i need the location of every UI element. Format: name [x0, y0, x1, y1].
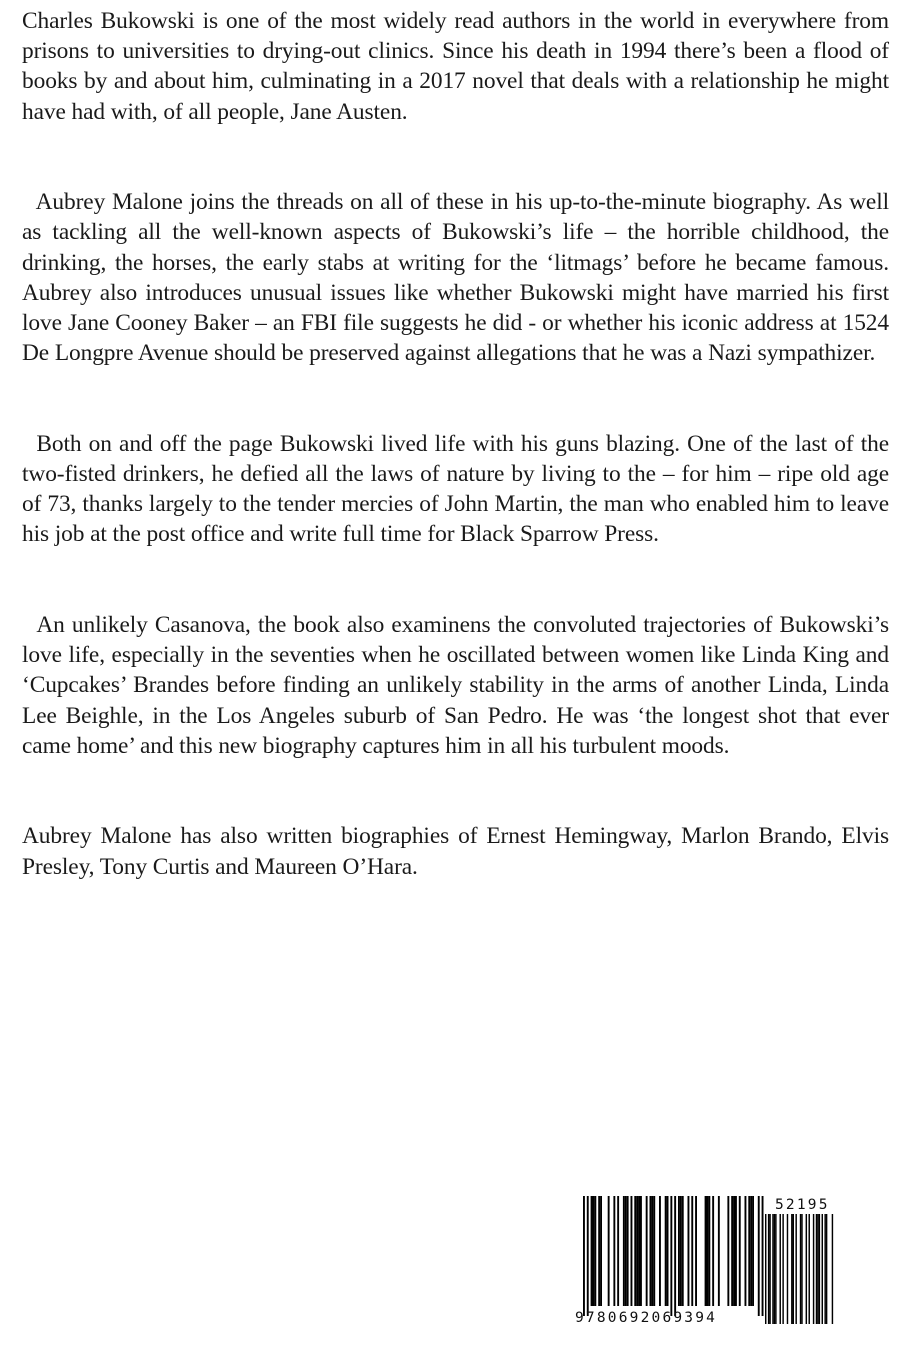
- barcode-bar: [817, 1214, 818, 1324]
- barcode-bar: [653, 1196, 655, 1306]
- barcode-bar: [774, 1214, 775, 1324]
- barcode-bar: [735, 1196, 737, 1306]
- barcode-bar: [772, 1214, 773, 1324]
- barcode-bar: [640, 1196, 642, 1306]
- barcode-bar: [733, 1196, 735, 1306]
- barcode-bar: [670, 1196, 672, 1316]
- barcode-bar: [816, 1214, 817, 1324]
- barcode-bar: [613, 1196, 615, 1306]
- barcode-bar: [745, 1196, 747, 1306]
- barcode-bar: [691, 1196, 693, 1306]
- barcode-bar: [650, 1196, 652, 1306]
- barcode-bar: [634, 1196, 636, 1306]
- barcode-bar: [651, 1196, 653, 1306]
- barcode-bar: [678, 1196, 680, 1306]
- barcode-bar: [712, 1196, 714, 1306]
- barcode-bar: [824, 1214, 825, 1324]
- addon-digits: 52195: [775, 1197, 830, 1213]
- barcode-bar: [809, 1214, 810, 1324]
- barcode-bar: [583, 1196, 585, 1316]
- barcode-bar: [591, 1196, 593, 1306]
- barcode-bar: [680, 1196, 682, 1306]
- barcode-bar: [819, 1214, 820, 1324]
- barcode-bar: [674, 1196, 676, 1316]
- barcode-bar: [787, 1214, 788, 1324]
- barcode-bar: [739, 1196, 741, 1306]
- barcode-bar: [765, 1214, 766, 1324]
- barcode-bar: [627, 1196, 629, 1306]
- barcode-bar: [800, 1214, 801, 1324]
- barcode-bar: [832, 1214, 833, 1324]
- barcode-bar: [665, 1196, 667, 1306]
- barcode-bar: [762, 1196, 764, 1316]
- barcode-bar: [707, 1196, 709, 1306]
- barcode-bar: [780, 1214, 781, 1324]
- barcode-bar: [748, 1196, 750, 1306]
- barcode-bar: [731, 1196, 733, 1306]
- barcode-bar: [758, 1196, 760, 1316]
- barcode-bar: [775, 1214, 776, 1324]
- paragraph-intro: Charles Bukowski is one of the most widely read authors in the world in everywhere from prisons to universities to drying-out clinics. Since his death in 1994 there’s been a flood of books by and about him, culminating in a 2017 novel that deals with a relationship he might have had with, of all people, Jane Austen.: [22, 8, 889, 125]
- barcode-bar: [598, 1196, 600, 1306]
- barcode-bar: [646, 1196, 648, 1306]
- isbn-barcode: [573, 1194, 855, 1326]
- barcode-bar: [782, 1214, 783, 1324]
- barcode-bar: [608, 1196, 610, 1306]
- barcode-bar: [638, 1196, 640, 1306]
- barcode-bar: [631, 1196, 633, 1306]
- barcode-bar: [822, 1214, 823, 1324]
- barcode-bar: [594, 1196, 596, 1306]
- barcode-bar: [659, 1196, 661, 1306]
- barcode-bar: [636, 1196, 638, 1306]
- paragraph-life: Both on and off the page Bukowski lived life with his guns blazing. One of the last of the two-fisted drinkers, he defied all the laws of nature by living to the – for him – ripe old age of 73, thanks largely to the tender mercies of John Martin, the man who enabled him to leave his job at the post office and write full time for Black Sparrow Press.: [22, 430, 889, 548]
- barcode-bar: [600, 1196, 602, 1306]
- barcode-bar: [718, 1196, 720, 1306]
- barcode-bar: [769, 1214, 770, 1324]
- isbn-digits: 9780692069394: [575, 1310, 718, 1326]
- barcode-bar: [682, 1196, 684, 1306]
- blurb-text: [22, 6, 889, 942]
- barcode-bar: [705, 1196, 707, 1306]
- barcode-bar: [752, 1196, 754, 1306]
- barcode-bar: [826, 1214, 827, 1324]
- barcode-bar: [806, 1214, 807, 1324]
- barcode-bar: [617, 1196, 619, 1306]
- barcode-bar: [793, 1214, 794, 1324]
- barcode-bar: [768, 1214, 769, 1324]
- paragraph-biography: Aubrey Malone joins the threads on all of these in his up-to-the-minute biography. As well as tackling all the well-known aspects of Bukowski’s life – the horrible childhood, the drinking, the horses, the early stabs at writing for the ‘litmags’ before he became famous. Aubrey also introduces unusual issues like whether Bukowski might have married his first love Jane Cooney Baker – an FBI file suggests he did - or whether his iconic address at 1524 De Longpre Avenue should be preserved against allegations that he was a Nazi sympathizer.: [22, 189, 889, 367]
- barcode-bar: [813, 1214, 814, 1324]
- paragraph-other-books: Aubrey Malone has also written biographies of Ernest Hemingway, Marlon Brando, Elvis Presley, Tony Curtis and Maureen O’Hara.: [22, 823, 889, 880]
- barcode-bar: [623, 1196, 625, 1306]
- barcode-graphic: [573, 1194, 855, 1326]
- barcode-bar: [688, 1196, 690, 1306]
- barcode-bar: [587, 1196, 589, 1316]
- barcode-bar: [791, 1214, 792, 1324]
- barcode-bar: [695, 1196, 697, 1306]
- paragraph-love-life: An unlikely Casanova, the book also examinens the convoluted trajectories of Bukowski’s love life, especially in the seventies when he oscillated between women like Linda King and ‘Cupcakes’ Brandes before finding an unlikely stability in the arms of another Linda, Linda Lee Beighle, in the Los Angeles suburb of San Pedro. He was ‘the longest shot that ever came home’ and this new biography captures him in all his turbulent moods.: [22, 612, 889, 759]
- barcode-bar: [593, 1196, 595, 1306]
- barcode-bar: [708, 1196, 710, 1306]
- barcode-bar: [667, 1196, 669, 1306]
- barcode-bar: [801, 1214, 802, 1324]
- barcode-bar: [750, 1196, 752, 1306]
- barcode-bar: [625, 1196, 627, 1306]
- barcode-bar: [795, 1214, 796, 1324]
- barcode-bar: [727, 1196, 729, 1306]
